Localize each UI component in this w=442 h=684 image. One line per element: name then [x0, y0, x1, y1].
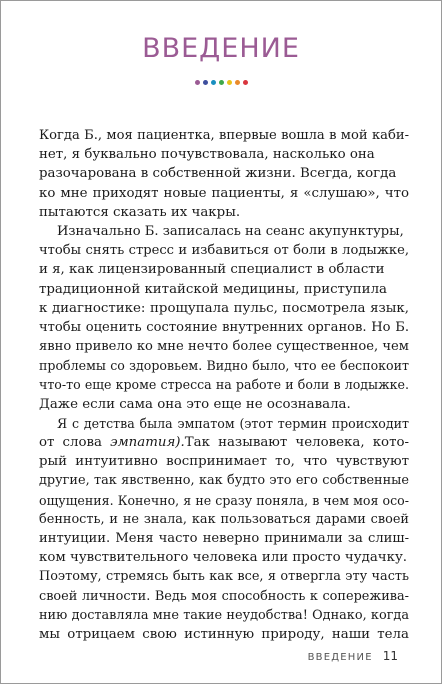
text-line: к диагностике: прощупала пульс, посмотрела язык, [39, 300, 409, 316]
text-line: проблемы со здоровьем. Видно было, что ее беспокоит [39, 358, 409, 374]
decorative-dot [243, 80, 248, 85]
text-line: интуиции. Меня часто неверно принимали за слиш- [39, 530, 409, 546]
text-line: нию доставляла мне такие неудобства! Однако, когда [39, 607, 409, 623]
text-line: бенность, и не знала, как пользоваться дарами своей [39, 511, 409, 527]
decorative-dot [227, 80, 232, 85]
text-line: ощущения. Конечно, я не сразу поняла, в чем моя осо- [39, 492, 409, 508]
text-line: рый интуитивно воспринимает то, что чувствуют [39, 454, 409, 470]
page-number: 11 [382, 649, 398, 663]
decorative-dot [211, 80, 216, 85]
decorative-dot [203, 80, 208, 85]
text-line: пытаются сказать их чакры. [39, 204, 241, 220]
text-line: Поэтому, стремясь быть как все, я отвергла эту часть [39, 569, 409, 585]
text-line: и я, как лицензированный специалист в области [39, 262, 385, 278]
text-line: Даже если сама она это еще не осознавала. [39, 396, 351, 412]
decorative-dot-row [1, 80, 441, 85]
text-line: ко мне приходят новые пациенты, я «слушаю», что [39, 185, 409, 201]
text-line: разочарована в собственной жизни. Всегда, когда [39, 166, 397, 182]
text-line: чтобы снять стресс и избавиться от боли в лодыжке, [39, 243, 409, 259]
text-line: своей личности. Ведь моя способность к сопережива- [39, 588, 409, 604]
chapter-title: ВВЕДЕНИЕ [142, 33, 300, 64]
text-line: от слова эмпатия).Так называют человека, кото- [39, 435, 409, 450]
text-line: что-то еще кроме стресса на работе и боли в лодыжке. [39, 377, 409, 393]
decorative-dot [195, 80, 200, 85]
text-line: ком чувствительного человека или просто чудачку. [39, 550, 408, 566]
body-text [39, 126, 409, 644]
decorative-dot [219, 80, 224, 85]
text-line: традиционной китайской медицины, приступила [39, 281, 388, 297]
page-footer [308, 649, 398, 663]
text-line: явно привело ко мне нечто более существенное, чем [39, 339, 409, 355]
text-line: другие, так явственно, как будто это его собственные [39, 473, 409, 489]
text-line: чтобы оценить состояние внутренних органов. Но Б. [39, 319, 409, 335]
text-line: Когда Б., моя пациентка, впервые вошла в мой каби- [39, 128, 409, 143]
text-line: Я с детства была эмпатом (этот термин происходит [57, 415, 409, 431]
running-footer-section: ВВЕДЕНИЕ [307, 652, 373, 663]
text-line: нет, я буквально почувствовала, насколько она [39, 147, 375, 163]
text-line: Изначально Б. записалась на сеанс акупунктуры, [57, 223, 404, 239]
text-line: мы отрицаем свою истинную природу, наши тела [39, 626, 409, 642]
decorative-dot [235, 80, 240, 85]
